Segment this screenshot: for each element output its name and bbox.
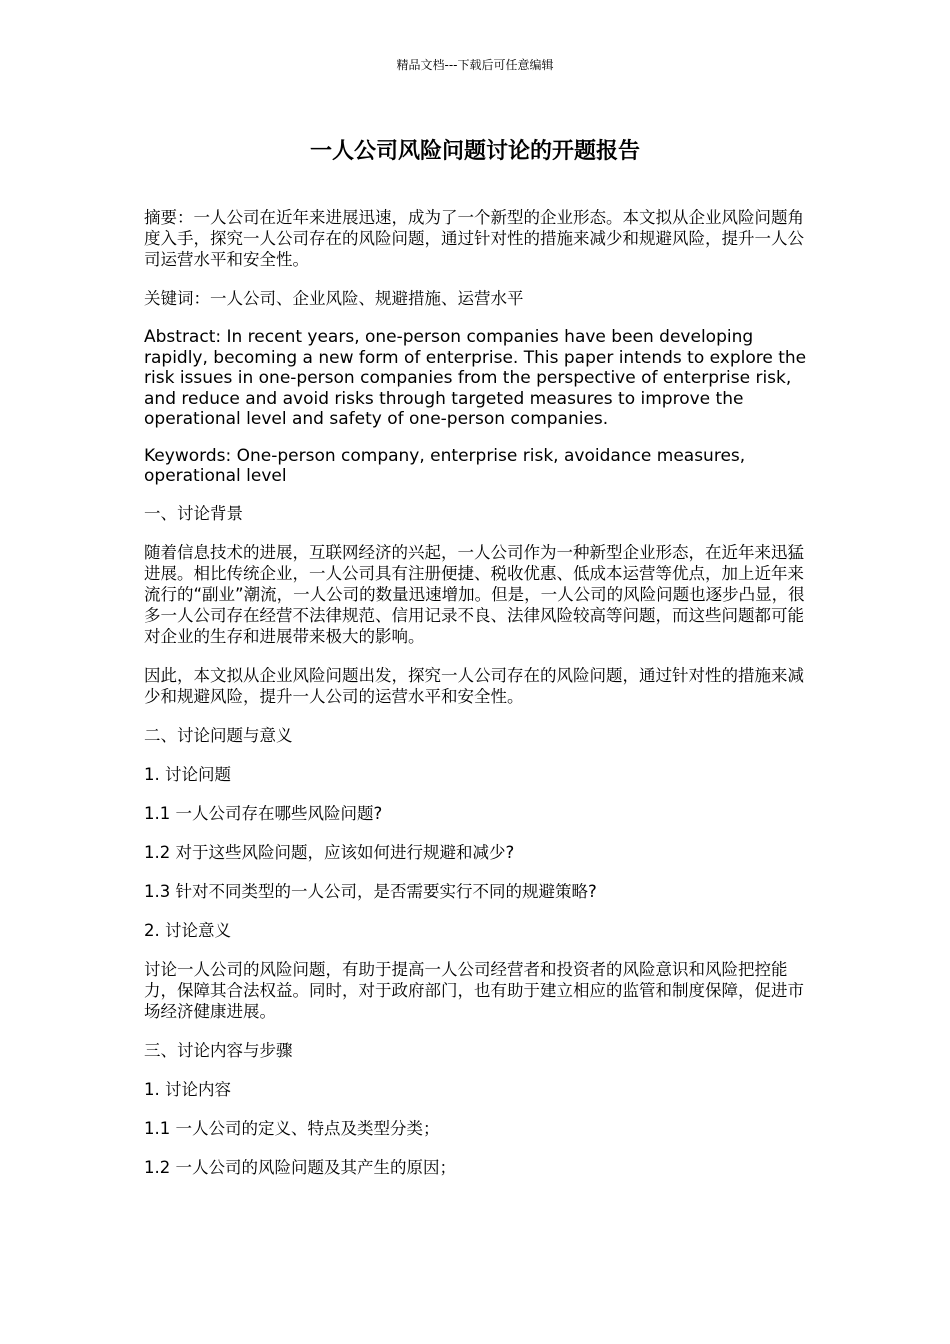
- question-item-1-3: 1.3 针对不同类型的一人公司，是否需要实行不同的规避策略?: [144, 881, 597, 901]
- document-title: 一人公司风险问题讨论的开题报告: [309, 139, 640, 164]
- abstract-english: Abstract: In recent years, one-person companies have been developing rapidly, becoming a new form of enterprise. This paper intends to explore the risk issues in one-person companies from the perspective of enterprise risk, and reduce and avoid risks through targeted measures to improve the operational level and safety of one-person companies.: [144, 327, 807, 429]
- background-paragraph-2: 因此，本文拟从企业风险问题出发，探究一人公司存在的风险问题，通过针对性的措施来减少和规避风险，提升一人公司的运营水平和安全性。: [144, 665, 804, 706]
- document-body: [144, 207, 808, 1196]
- content-item-1-2: 1.2 一人公司的风险问题及其产生的原因；: [144, 1157, 456, 1177]
- subheading-significance: 2. 讨论意义: [144, 920, 231, 940]
- background-paragraph-1: 随着信息技术的进展，互联网经济的兴起，一人公司作为一种新型企业形态，在近年来迅猛进展。相比传统企业，一人公司具有注册便捷、税收优惠、低成本运营等优点，加上近年来流行的“副业”潮流，一人公司的数量迅速增加。但是，一人公司的风险问题也逐步凸显，很多一人公司存在经营不法律规范、信用记录不良、法律风险较高等问题，而这些问题都可能对企业的生存和进展带来极大的影响。: [144, 542, 805, 646]
- subheading-questions: 1. 讨论问题: [144, 764, 231, 784]
- section-heading-content: 三、讨论内容与步骤: [144, 1040, 293, 1060]
- question-item-1-1: 1.1 一人公司存在哪些风险问题?: [144, 803, 383, 823]
- page-header-note: 精品文档---下载后可任意编辑: [396, 58, 554, 72]
- content-item-1-1: 1.1 一人公司的定义、特点及类型分类；: [144, 1118, 440, 1138]
- significance-paragraph: 讨论一人公司的风险问题，有助于提高一人公司经营者和投资者的风险意识和风险把控能力，保障其合法权益。同时，对于政府部门，也有助于建立相应的监管和制度保障，促进市场经济健康进展。: [144, 959, 804, 1021]
- section-heading-background: 一、讨论背景: [144, 503, 243, 523]
- keywords-chinese: 关键词：一人公司、企业风险、规避措施、运营水平: [144, 289, 524, 308]
- section-heading-questions: 二、讨论问题与意义: [144, 725, 293, 745]
- keywords-english: Keywords: One-person company, enterprise risk, avoidance measures, operational level: [144, 445, 746, 486]
- abstract-chinese: 摘要：一人公司在近年来进展迅速，成为了一个新型的企业形态。本文拟从企业风险问题角度入手，探究一人公司存在的风险问题，通过针对性的措施来减少和规避风险，提升一人公司运营水平和安全性。: [144, 208, 804, 269]
- subheading-content: 1. 讨论内容: [144, 1079, 231, 1099]
- question-item-1-2: 1.2 对于这些风险问题，应该如何进行规避和减少?: [144, 842, 515, 862]
